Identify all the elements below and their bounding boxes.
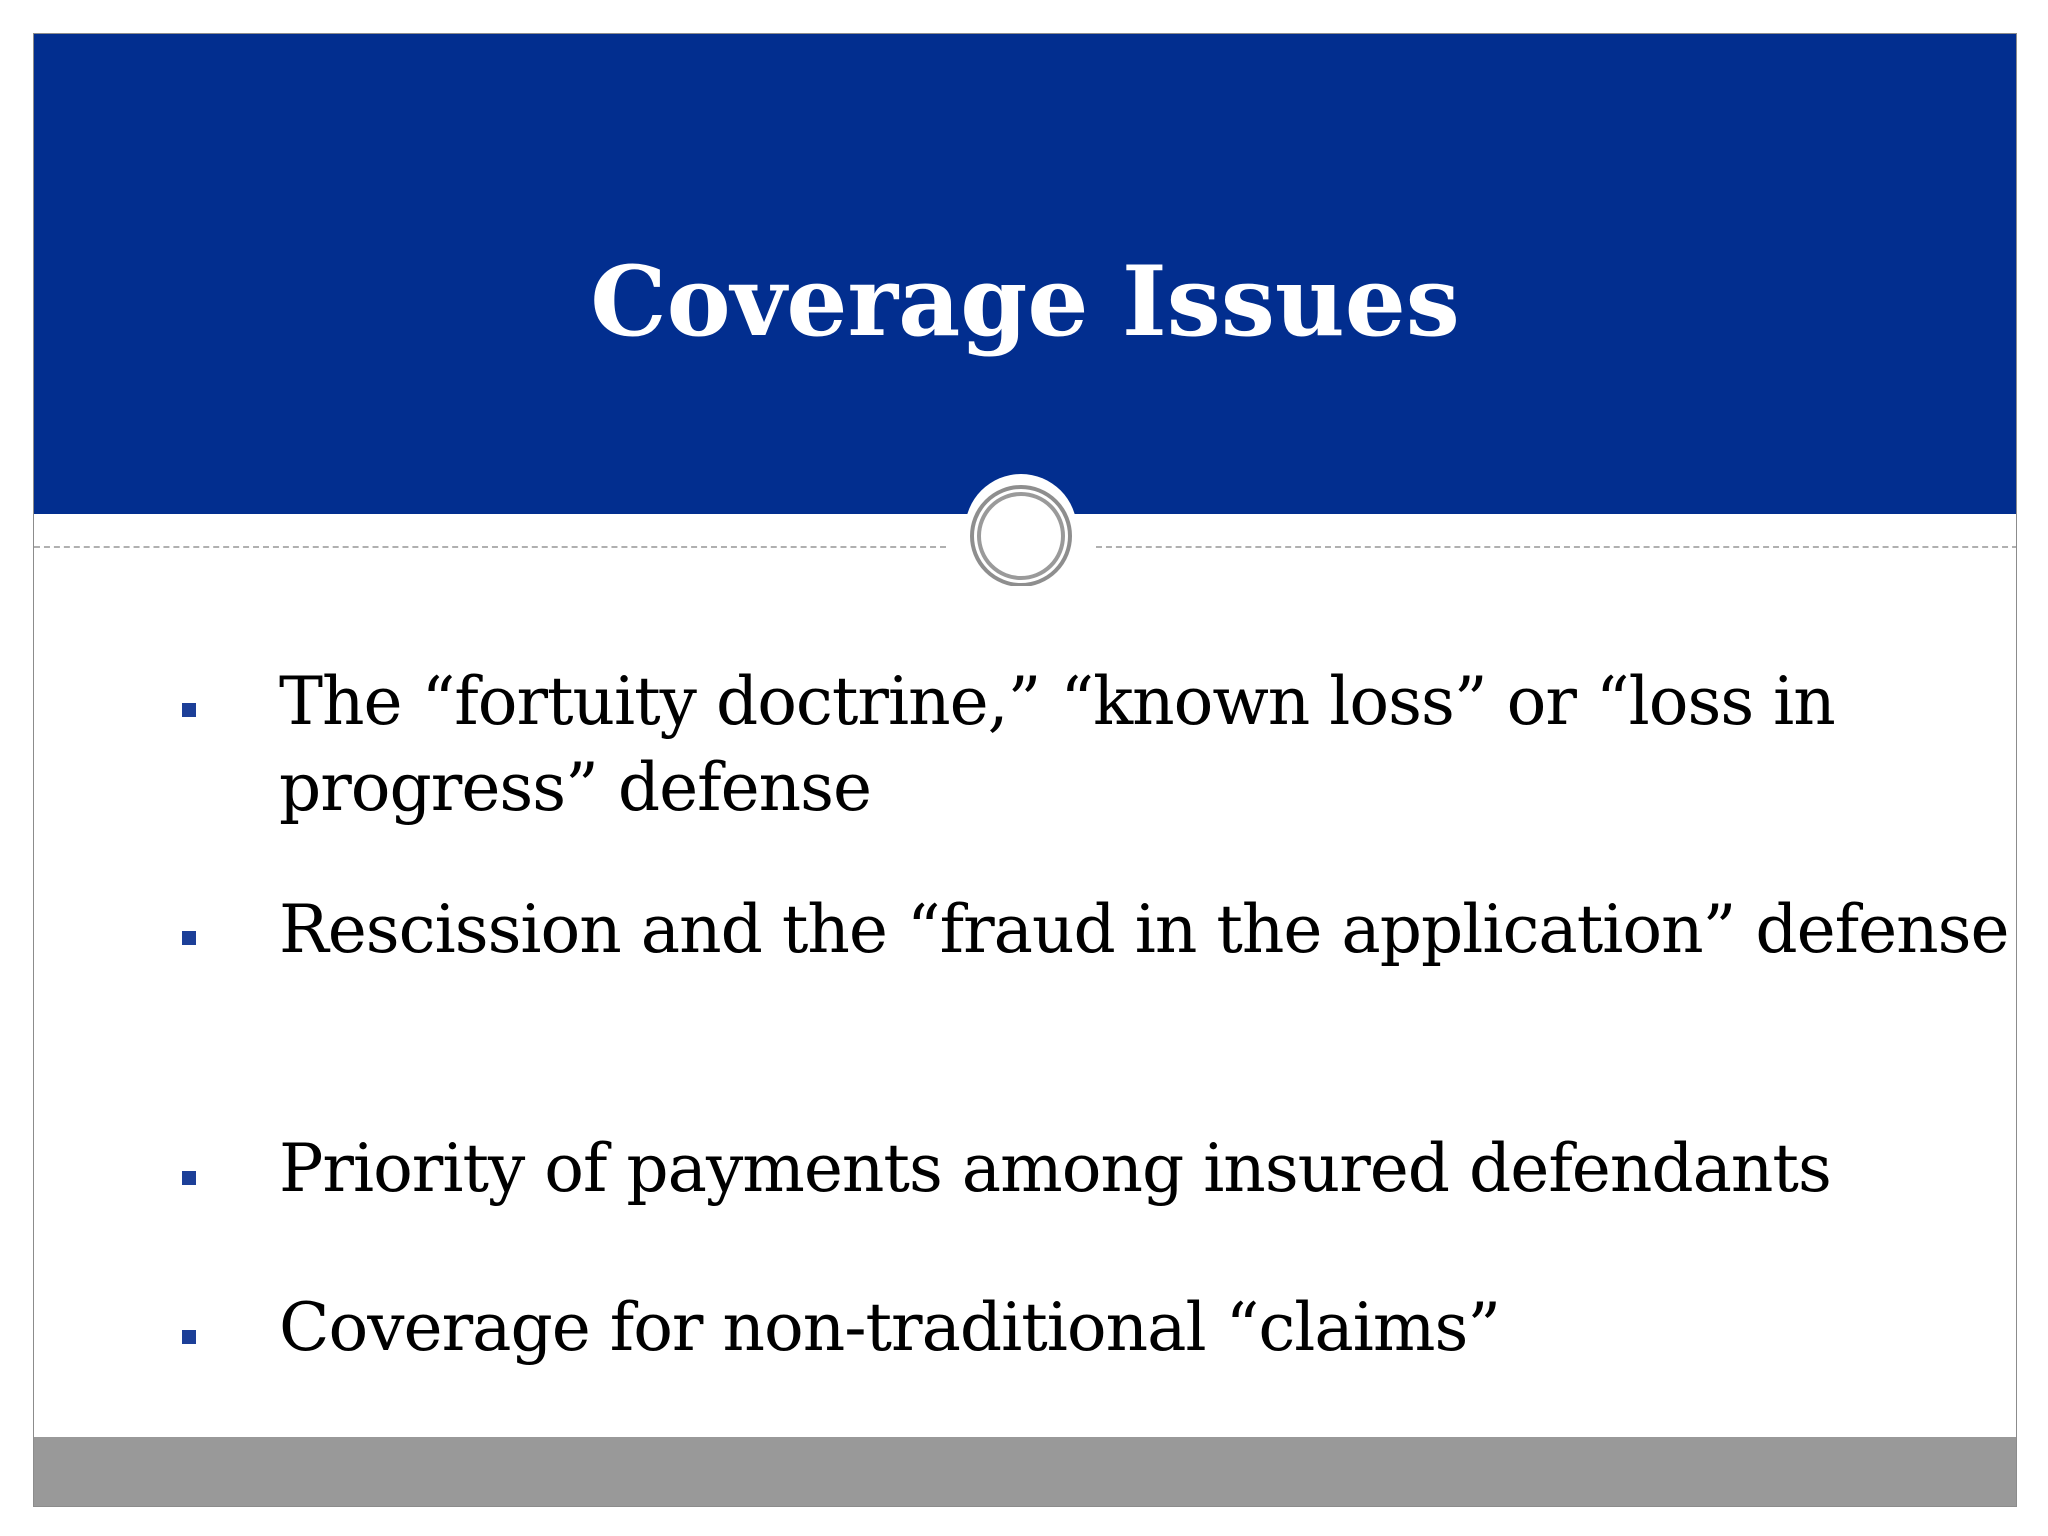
bullet-text: The “fortuity doctrine,” “known loss” or “loss in progress” defense — [279, 663, 1835, 826]
double-ring-circle-icon — [965, 474, 1077, 586]
dashed-divider-left — [34, 546, 946, 548]
title-banner — [34, 34, 2016, 514]
square-bullet-icon — [182, 703, 196, 717]
bullet-text: Priority of payments among insured defendants — [279, 1130, 1831, 1207]
bullet-text: Rescission and the “fraud in the application” defense — [279, 891, 2009, 968]
footer-bar — [34, 1437, 2016, 1507]
slide — [33, 33, 2017, 1507]
bullet-text: Coverage for non-traditional “claims” — [279, 1289, 1501, 1366]
dashed-divider-right — [1096, 546, 2017, 548]
square-bullet-icon — [182, 1171, 196, 1185]
square-bullet-icon — [182, 1330, 196, 1344]
slide-title: Coverage Issues — [590, 245, 1460, 358]
square-bullet-icon — [182, 931, 196, 945]
